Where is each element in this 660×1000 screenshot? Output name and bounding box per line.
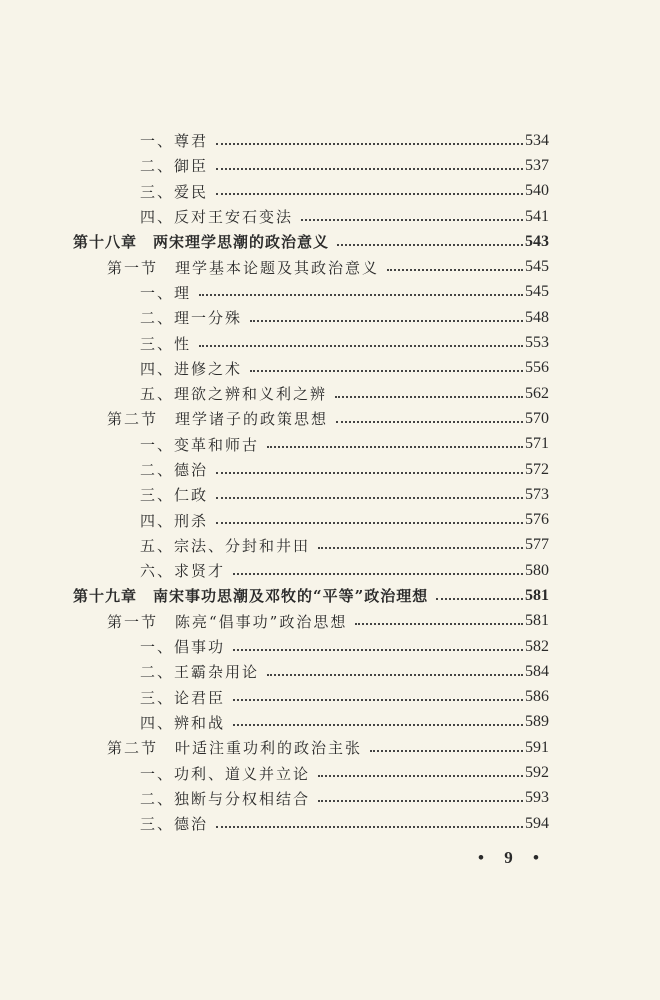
toc-page: 545 bbox=[525, 283, 549, 301]
dot-leader bbox=[216, 826, 523, 828]
dot-leader bbox=[216, 193, 523, 195]
toc-chapter bbox=[0, 583, 660, 608]
toc-title: 四、刑杀 bbox=[140, 511, 209, 530]
toc-title: 第十九章 南宋事功思潮及邓牧的“平等”政治理想 bbox=[73, 587, 429, 606]
toc-item bbox=[0, 482, 660, 507]
toc-title: 三、论君臣 bbox=[140, 688, 226, 707]
toc-item bbox=[0, 153, 660, 178]
toc-title: 二、御臣 bbox=[140, 157, 209, 176]
dot-leader bbox=[199, 294, 523, 296]
toc-title: 五、宗法、分封和井田 bbox=[140, 536, 311, 555]
toc-title: 五、理欲之辨和义利之辨 bbox=[140, 385, 328, 404]
toc-page: 594 bbox=[525, 814, 549, 832]
toc-item bbox=[0, 128, 660, 153]
toc-page: 591 bbox=[525, 738, 549, 756]
toc-page: 553 bbox=[525, 334, 549, 352]
toc-title: 一、变革和师古 bbox=[140, 435, 260, 454]
toc-title: 二、独断与分权相结合 bbox=[140, 789, 311, 808]
dot-leader bbox=[335, 396, 523, 398]
toc-item bbox=[0, 507, 660, 532]
toc-item bbox=[0, 760, 660, 785]
toc-page: 581 bbox=[525, 612, 549, 630]
toc-page: 581 bbox=[525, 586, 549, 604]
dot-leader bbox=[233, 573, 523, 575]
dot-leader bbox=[250, 370, 523, 372]
toc-title: 二、王霸杂用论 bbox=[140, 663, 260, 682]
toc-title: 二、理一分殊 bbox=[140, 309, 243, 328]
toc-page: 584 bbox=[525, 662, 549, 680]
toc-item bbox=[0, 533, 660, 558]
dot-leader bbox=[267, 446, 523, 448]
toc-page: 593 bbox=[525, 789, 549, 807]
toc-section bbox=[0, 254, 660, 279]
page-number: • 9 • bbox=[478, 848, 547, 867]
toc-section bbox=[0, 735, 660, 760]
toc-page: 571 bbox=[525, 435, 549, 453]
dot-leader bbox=[233, 699, 523, 701]
toc-page: 580 bbox=[525, 561, 549, 579]
toc-page: 586 bbox=[525, 688, 549, 706]
toc-item bbox=[0, 457, 660, 482]
toc-chapter bbox=[0, 229, 660, 254]
toc-item bbox=[0, 204, 660, 229]
toc-item bbox=[0, 811, 660, 836]
dot-leader bbox=[387, 269, 523, 271]
table-of-contents bbox=[0, 128, 660, 836]
toc-page: 562 bbox=[525, 384, 549, 402]
toc-title: 一、倡事功 bbox=[140, 638, 226, 657]
toc-title: 三、爱民 bbox=[140, 182, 209, 201]
toc-page: 576 bbox=[525, 511, 549, 529]
toc-title: 三、性 bbox=[140, 334, 192, 353]
toc-item bbox=[0, 432, 660, 457]
dot-leader bbox=[318, 547, 523, 549]
dot-leader bbox=[301, 219, 523, 221]
toc-item bbox=[0, 558, 660, 583]
dot-leader bbox=[436, 598, 523, 600]
dot-leader bbox=[199, 345, 523, 347]
toc-page: 548 bbox=[525, 308, 549, 326]
toc-title: 六、求贤才 bbox=[140, 562, 226, 581]
dot-leader bbox=[216, 143, 523, 145]
toc-item bbox=[0, 179, 660, 204]
toc-section bbox=[0, 406, 660, 431]
toc-section bbox=[0, 609, 660, 634]
dot-leader bbox=[336, 421, 523, 423]
toc-page: 570 bbox=[525, 409, 549, 427]
toc-page: 537 bbox=[525, 156, 549, 174]
toc-page: 541 bbox=[525, 207, 549, 225]
dot-leader bbox=[233, 724, 523, 726]
toc-page: 545 bbox=[525, 258, 549, 276]
toc-item bbox=[0, 381, 660, 406]
toc-page: 592 bbox=[525, 764, 549, 782]
dot-leader bbox=[216, 497, 523, 499]
toc-title: 四、辨和战 bbox=[140, 713, 226, 732]
toc-title: 第二节 理学诸子的政策思想 bbox=[107, 410, 329, 429]
toc-item bbox=[0, 634, 660, 659]
toc-title: 四、进修之术 bbox=[140, 359, 243, 378]
toc-page: 540 bbox=[525, 182, 549, 200]
dot-leader bbox=[216, 522, 523, 524]
toc-title: 四、反对王安石变法 bbox=[140, 208, 294, 227]
toc-item bbox=[0, 786, 660, 811]
toc-title: 一、功利、道义并立论 bbox=[140, 764, 311, 783]
toc-item bbox=[0, 659, 660, 684]
toc-page: 556 bbox=[525, 359, 549, 377]
toc-title: 三、仁政 bbox=[140, 486, 209, 505]
toc-item bbox=[0, 330, 660, 355]
toc-page: 534 bbox=[525, 131, 549, 149]
dot-leader bbox=[355, 623, 523, 625]
toc-title: 第一节 陈亮“倡事功”政治思想 bbox=[107, 612, 348, 631]
dot-leader bbox=[267, 674, 523, 676]
toc-page: 573 bbox=[525, 485, 549, 503]
toc-item bbox=[0, 305, 660, 330]
toc-page: 577 bbox=[525, 536, 549, 554]
toc-item bbox=[0, 356, 660, 381]
toc-page: 572 bbox=[525, 460, 549, 478]
toc-title: 三、德治 bbox=[140, 815, 209, 834]
dot-leader bbox=[370, 750, 523, 752]
toc-title: 第二节 叶适注重功利的政治主张 bbox=[107, 739, 363, 758]
dot-leader bbox=[250, 320, 523, 322]
toc-title: 一、理 bbox=[140, 283, 192, 302]
toc-title: 一、尊君 bbox=[140, 132, 209, 151]
toc-page: 543 bbox=[525, 232, 549, 250]
toc-item bbox=[0, 280, 660, 305]
toc-item bbox=[0, 710, 660, 735]
toc-page: 589 bbox=[525, 713, 549, 731]
dot-leader bbox=[216, 472, 523, 474]
toc-title: 第十八章 两宋理学思潮的政治意义 bbox=[73, 233, 330, 252]
dot-leader bbox=[233, 649, 523, 651]
dot-leader bbox=[216, 168, 523, 170]
dot-leader bbox=[318, 775, 523, 777]
toc-page: 582 bbox=[525, 637, 549, 655]
dot-leader bbox=[337, 244, 523, 246]
toc-item bbox=[0, 685, 660, 710]
toc-title: 第一节 理学基本论题及其政治意义 bbox=[107, 258, 380, 277]
dot-leader bbox=[318, 800, 523, 802]
toc-title: 二、德治 bbox=[140, 461, 209, 479]
